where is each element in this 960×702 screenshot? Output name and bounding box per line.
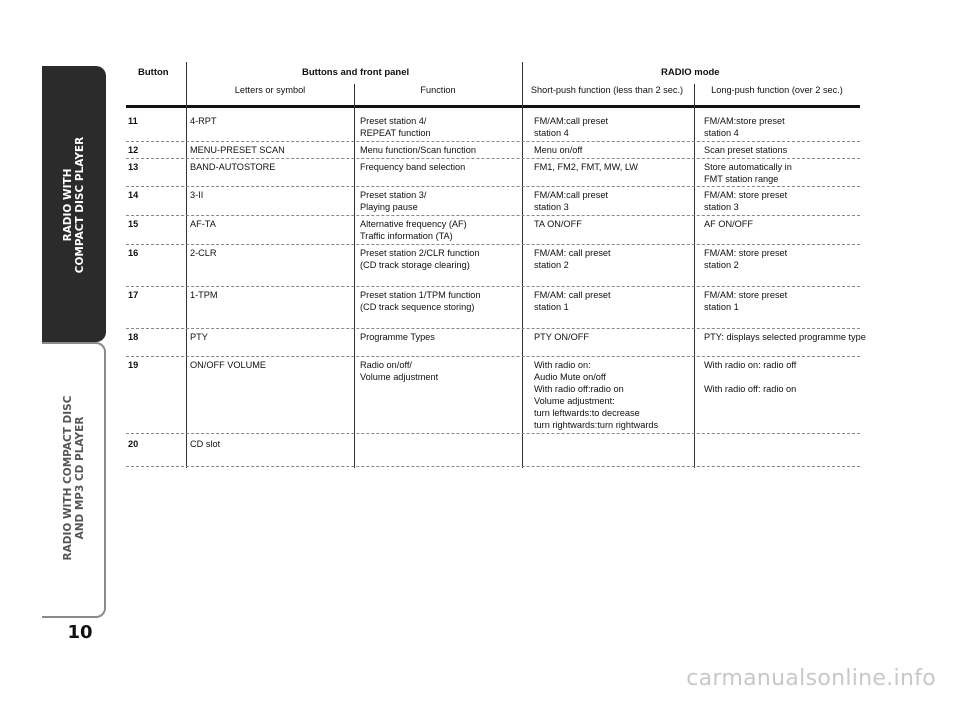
cell-line: PTY: displays selected programme type <box>704 332 866 342</box>
cell-line: Radio on/off/ <box>360 360 412 370</box>
header-function: Function <box>420 85 456 95</box>
header-short-push: Short-push function (less than 2 sec.) <box>530 85 684 95</box>
cell-line: 2-CLR <box>190 248 217 258</box>
cell-line: PTY ON/OFF <box>534 332 589 342</box>
cell-long <box>704 331 866 343</box>
cell-line: Traffic information (TA) <box>360 231 453 241</box>
row-separator <box>126 328 860 329</box>
cell-line: Programme Types <box>360 332 435 342</box>
cell-line: FM/AM: store preset <box>704 290 788 300</box>
cell-short <box>534 247 611 271</box>
row-separator <box>126 215 860 216</box>
cell-line: 3-II <box>190 190 204 200</box>
cell-line: 1-TPM <box>190 290 218 300</box>
cell-line: CD slot <box>190 439 221 449</box>
cell-short <box>534 144 582 156</box>
cell-line: station 3 <box>704 202 739 212</box>
cell-symbol <box>190 331 208 343</box>
cell-line: turn rightwards:turn rightwards <box>534 420 659 430</box>
cell-line: turn leftwards:to decrease <box>534 408 640 418</box>
cell-line: FM1, FM2, FMT, MW, LW <box>534 162 638 172</box>
cell-symbol <box>190 189 203 201</box>
cell-line: station 1 <box>534 302 569 312</box>
cell-line: Frequency band selection <box>360 162 466 172</box>
cell-line: 17 <box>128 290 139 300</box>
cell-short <box>534 115 608 139</box>
cell-line: station 4 <box>534 128 569 138</box>
cell-line: With radio off: radio on <box>704 384 797 394</box>
cell-long <box>704 218 753 230</box>
cell-line: (CD track storage clearing) <box>360 260 470 270</box>
cell-line: FM/AM:call preset <box>534 190 609 200</box>
cell-line: Alternative frequency (AF) <box>360 219 467 229</box>
cell-line: FM/AM: call preset <box>534 248 611 258</box>
cell-function <box>360 331 435 343</box>
header-button: Button <box>138 67 169 78</box>
cell-line: FM/AM: store preset <box>704 248 788 258</box>
cell-symbol <box>190 115 217 127</box>
row-separator <box>126 433 860 434</box>
cell-line: Preset station 4/ <box>360 116 427 126</box>
row-separator <box>126 158 860 159</box>
cell-line: 16 <box>128 248 139 258</box>
cell-line: FM/AM:store preset <box>704 116 785 126</box>
header-rule <box>126 105 860 108</box>
cell-line: Preset station 1/TPM function <box>360 290 481 300</box>
cell-line: Store automatically in <box>704 162 792 172</box>
cell-short <box>534 331 589 343</box>
cell-long <box>704 144 787 156</box>
cell-long <box>704 289 787 313</box>
cell-line: BAND-AUTOSTORE <box>190 162 276 172</box>
cell-line: 11 <box>128 116 138 126</box>
cell-short <box>534 289 611 313</box>
cell-line <box>704 371 796 383</box>
cell-line: 12 <box>128 145 139 155</box>
cell-short <box>534 359 658 431</box>
cell-symbol <box>190 438 220 450</box>
cell-line: With radio on: radio off <box>704 360 797 370</box>
cell-long <box>704 247 787 271</box>
cell-line: REPEAT function <box>360 128 431 138</box>
cell-short <box>534 189 608 213</box>
active-section-tab-label: RADIO WITH COMPACT DISC PLAYER <box>62 136 86 274</box>
cell-button <box>128 161 138 173</box>
cell-line: station 2 <box>534 260 569 270</box>
inactive-section-tab-label: RADIO WITH COMPACT DISC AND MP3 CD PLAYER <box>62 395 86 561</box>
cell-line: 18 <box>128 332 139 342</box>
cell-long <box>704 359 796 395</box>
cell-button <box>128 218 138 230</box>
cell-line: AF-TA <box>190 219 216 229</box>
cell-line: station 2 <box>704 260 739 270</box>
cell-long <box>704 115 785 139</box>
buttons-table <box>126 62 866 468</box>
cell-short <box>534 218 582 230</box>
cell-symbol <box>190 289 218 301</box>
cell-button <box>128 144 138 156</box>
cell-line: TA ON/OFF <box>534 219 582 229</box>
cell-line: Volume adjustment <box>360 372 439 382</box>
column-divider <box>186 62 187 468</box>
cell-button <box>128 359 138 371</box>
cell-line: Audio Mute on/off <box>534 372 606 382</box>
cell-symbol <box>190 247 217 259</box>
cell-function <box>360 161 465 173</box>
cell-symbol <box>190 359 266 371</box>
header-letters: Letters or symbol <box>234 85 306 95</box>
cell-line: Menu function/Scan function <box>360 145 476 155</box>
cell-long <box>704 189 787 213</box>
cell-line: With radio off:radio on <box>534 384 624 394</box>
cell-line: (CD track sequence storing) <box>360 302 475 312</box>
cell-long <box>704 161 792 185</box>
cell-symbol <box>190 218 216 230</box>
cell-button <box>128 331 138 343</box>
cell-line: station 4 <box>704 128 739 138</box>
cell-line: Volume adjustment: <box>534 396 615 406</box>
cell-symbol <box>190 144 285 156</box>
row-separator <box>126 466 860 467</box>
cell-line: 13 <box>128 162 139 172</box>
cell-function <box>360 247 480 271</box>
cell-line: AF ON/OFF <box>704 219 753 229</box>
cell-function <box>360 144 476 156</box>
cell-line: FMT station range <box>704 174 779 184</box>
cell-function <box>360 189 426 213</box>
cell-short <box>534 161 638 173</box>
cell-function <box>360 218 467 242</box>
cell-line: Preset station 3/ <box>360 190 427 200</box>
cell-line: MENU-PRESET SCAN <box>190 145 285 155</box>
cell-line: station 1 <box>704 302 739 312</box>
cell-line: 19 <box>128 360 139 370</box>
cell-line: 4-RPT <box>190 116 217 126</box>
cell-function <box>360 115 431 139</box>
cell-line: FM/AM: store preset <box>704 190 788 200</box>
header-front-panel: Buttons and front panel <box>302 67 410 78</box>
row-separator <box>126 186 860 187</box>
cell-line: ON/OFF VOLUME <box>190 360 267 370</box>
row-separator <box>126 356 860 357</box>
cell-line: 20 <box>128 439 139 449</box>
cell-line: With radio on: <box>534 360 591 370</box>
cell-line: FM/AM: call preset <box>534 290 611 300</box>
row-separator <box>126 286 860 287</box>
cell-button <box>128 438 138 450</box>
cell-line: Playing pause <box>360 202 418 212</box>
cell-function <box>360 289 481 313</box>
cell-line: Scan preset stations <box>704 145 788 155</box>
watermark-text: carmanualsonline.info <box>686 666 936 691</box>
cell-line: Menu on/off <box>534 145 583 155</box>
cell-line: 14 <box>128 190 139 200</box>
cell-button <box>128 289 138 301</box>
cell-symbol <box>190 161 275 173</box>
cell-function <box>360 359 438 383</box>
header-radio-mode: RADIO mode <box>661 67 720 78</box>
page-number: 10 <box>67 622 93 643</box>
row-separator <box>126 244 860 245</box>
cell-button <box>128 189 138 201</box>
column-divider <box>522 62 523 468</box>
cell-button <box>128 115 138 127</box>
cell-line: Preset station 2/CLR function <box>360 248 480 258</box>
cell-line: station 3 <box>534 202 569 212</box>
header-long-push: Long-push function (over 2 sec.) <box>711 85 843 95</box>
cell-line: FM/AM:call preset <box>534 116 609 126</box>
cell-button <box>128 247 138 259</box>
cell-line: 15 <box>128 219 139 229</box>
cell-line: PTY <box>190 332 208 342</box>
row-separator <box>126 141 860 142</box>
